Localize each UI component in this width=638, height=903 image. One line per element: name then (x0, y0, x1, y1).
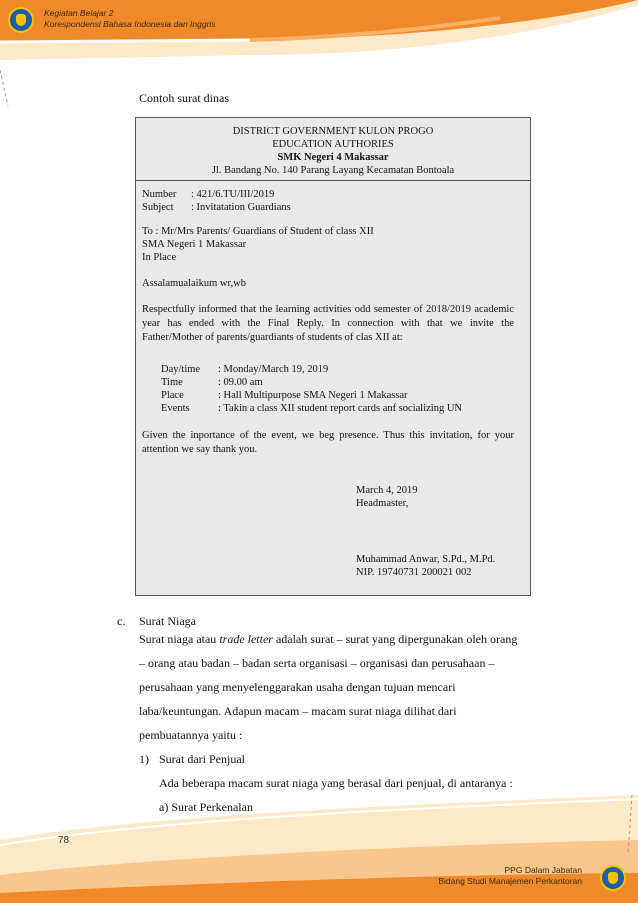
number-value: : 421/6.TU/III/2019 (191, 189, 275, 200)
footer-line-2: Bidang Studi Manajemen Perkantoran (438, 876, 582, 886)
signer-name: Muhammad Anwar, S.Pd., M.Pd. (356, 554, 496, 565)
footer-line-1: PPG Dalam Jabatan (504, 865, 582, 875)
letter-body-1: Respectfully informed that the learning activities odd semester of 2018/2019 academic year has ended with the Final Reply. In connection with that we invite the Father/Mother of parents/guardiants of students of clas XII at: (142, 304, 514, 343)
to-line-1: To : Mr/Mrs Parents/ Guardians of Student of class XII (142, 226, 374, 237)
letter-box (135, 117, 531, 596)
para-line-4: laba/keuntungan. Adapun macam – macam surat niaga dilihat dari (139, 704, 457, 718)
footer-logo (600, 865, 626, 891)
section-c-marker: c. (117, 614, 126, 628)
letter-position: Headmaster, (356, 498, 409, 509)
detail-label-place: Place (161, 390, 184, 401)
signer-nip: NIP. 19740731 200021 002 (356, 567, 472, 578)
para-line-1-post: adalah surat – surat yang dipergunakan oleh orang (272, 632, 518, 646)
page-number: 78 (58, 835, 70, 846)
detail-label-time: Time (161, 377, 183, 388)
subject-label: Subject (142, 202, 174, 213)
caption: Contoh surat dinas (139, 91, 229, 105)
para-line-1 (139, 632, 517, 647)
subject-value: : Invitatation Guardians (191, 202, 291, 213)
para-line-3: perusahaan yang menyelenggarakan usaha dengan tujuan mencari (139, 680, 456, 694)
number-label: Number (142, 189, 177, 200)
para-line-1-italic: trade letter (219, 632, 273, 646)
logo-emblem-icon (16, 14, 26, 26)
detail-value-day: : Monday/March 19, 2019 (218, 364, 329, 375)
item-1-marker: 1) (139, 752, 149, 766)
detail-label-day: Day/time (161, 364, 201, 375)
header-line-2: Korespondensi Bahasa Indonesia dan Inggris (44, 19, 216, 29)
to-line-2: SMA Negeri 1 Makassar (142, 239, 247, 250)
header-title (44, 8, 216, 30)
letter-head-line-4: Jl. Bandang No. 140 Parang Layang Kecamatan Bontoala (211, 165, 455, 176)
letter-body-2: Given the inportance of the event, we beg presence. Thus this invitation, for your attention we say thank you. (142, 430, 514, 455)
section-c-title: Surat Niaga (139, 614, 196, 628)
para-line-5: pembuatannya yaitu : (139, 728, 243, 742)
detail-label-events: Events (161, 403, 190, 414)
greeting: Assalamualaikum wr,wb (142, 278, 246, 289)
header-line-1: Kegiatan Belajar 2 (44, 8, 114, 18)
item-1-text: Ada beberapa macam surat niaga yang berasal dari penjual, di antaranya : (159, 776, 513, 790)
detail-value-place: : Hall Multipurpose SMA Negeri 1 Makassar (218, 390, 408, 401)
item-1-title: Surat dari Penjual (159, 752, 245, 766)
letter-head-line-2: EDUCATION AUTHORIES (272, 139, 394, 150)
letter-date: March 4, 2019 (356, 485, 418, 496)
detail-value-events: : Takin a class XII student report cards anf socializing UN (218, 403, 462, 414)
footer-title (438, 865, 582, 887)
letter-head-line-3: SMK Negeri 4 Makassar (277, 152, 389, 163)
to-line-3: In Place (142, 252, 177, 263)
letter-head-line-1: DISTRICT GOVERNMENT KULON PROGO (232, 126, 434, 137)
detail-value-time: : 09.00 am (218, 377, 263, 388)
para-line-2: – orang atau badan – badan serta organisasi – organisasi dan perusahaan – (139, 656, 495, 670)
kemdikbud-logo (8, 7, 34, 33)
letter-header (136, 118, 530, 181)
para-line-1-pre: Surat niaga atau (139, 632, 220, 646)
sub-item-a: a) Surat Perkenalan (159, 800, 253, 814)
footer-logo-emblem-icon (608, 872, 618, 884)
